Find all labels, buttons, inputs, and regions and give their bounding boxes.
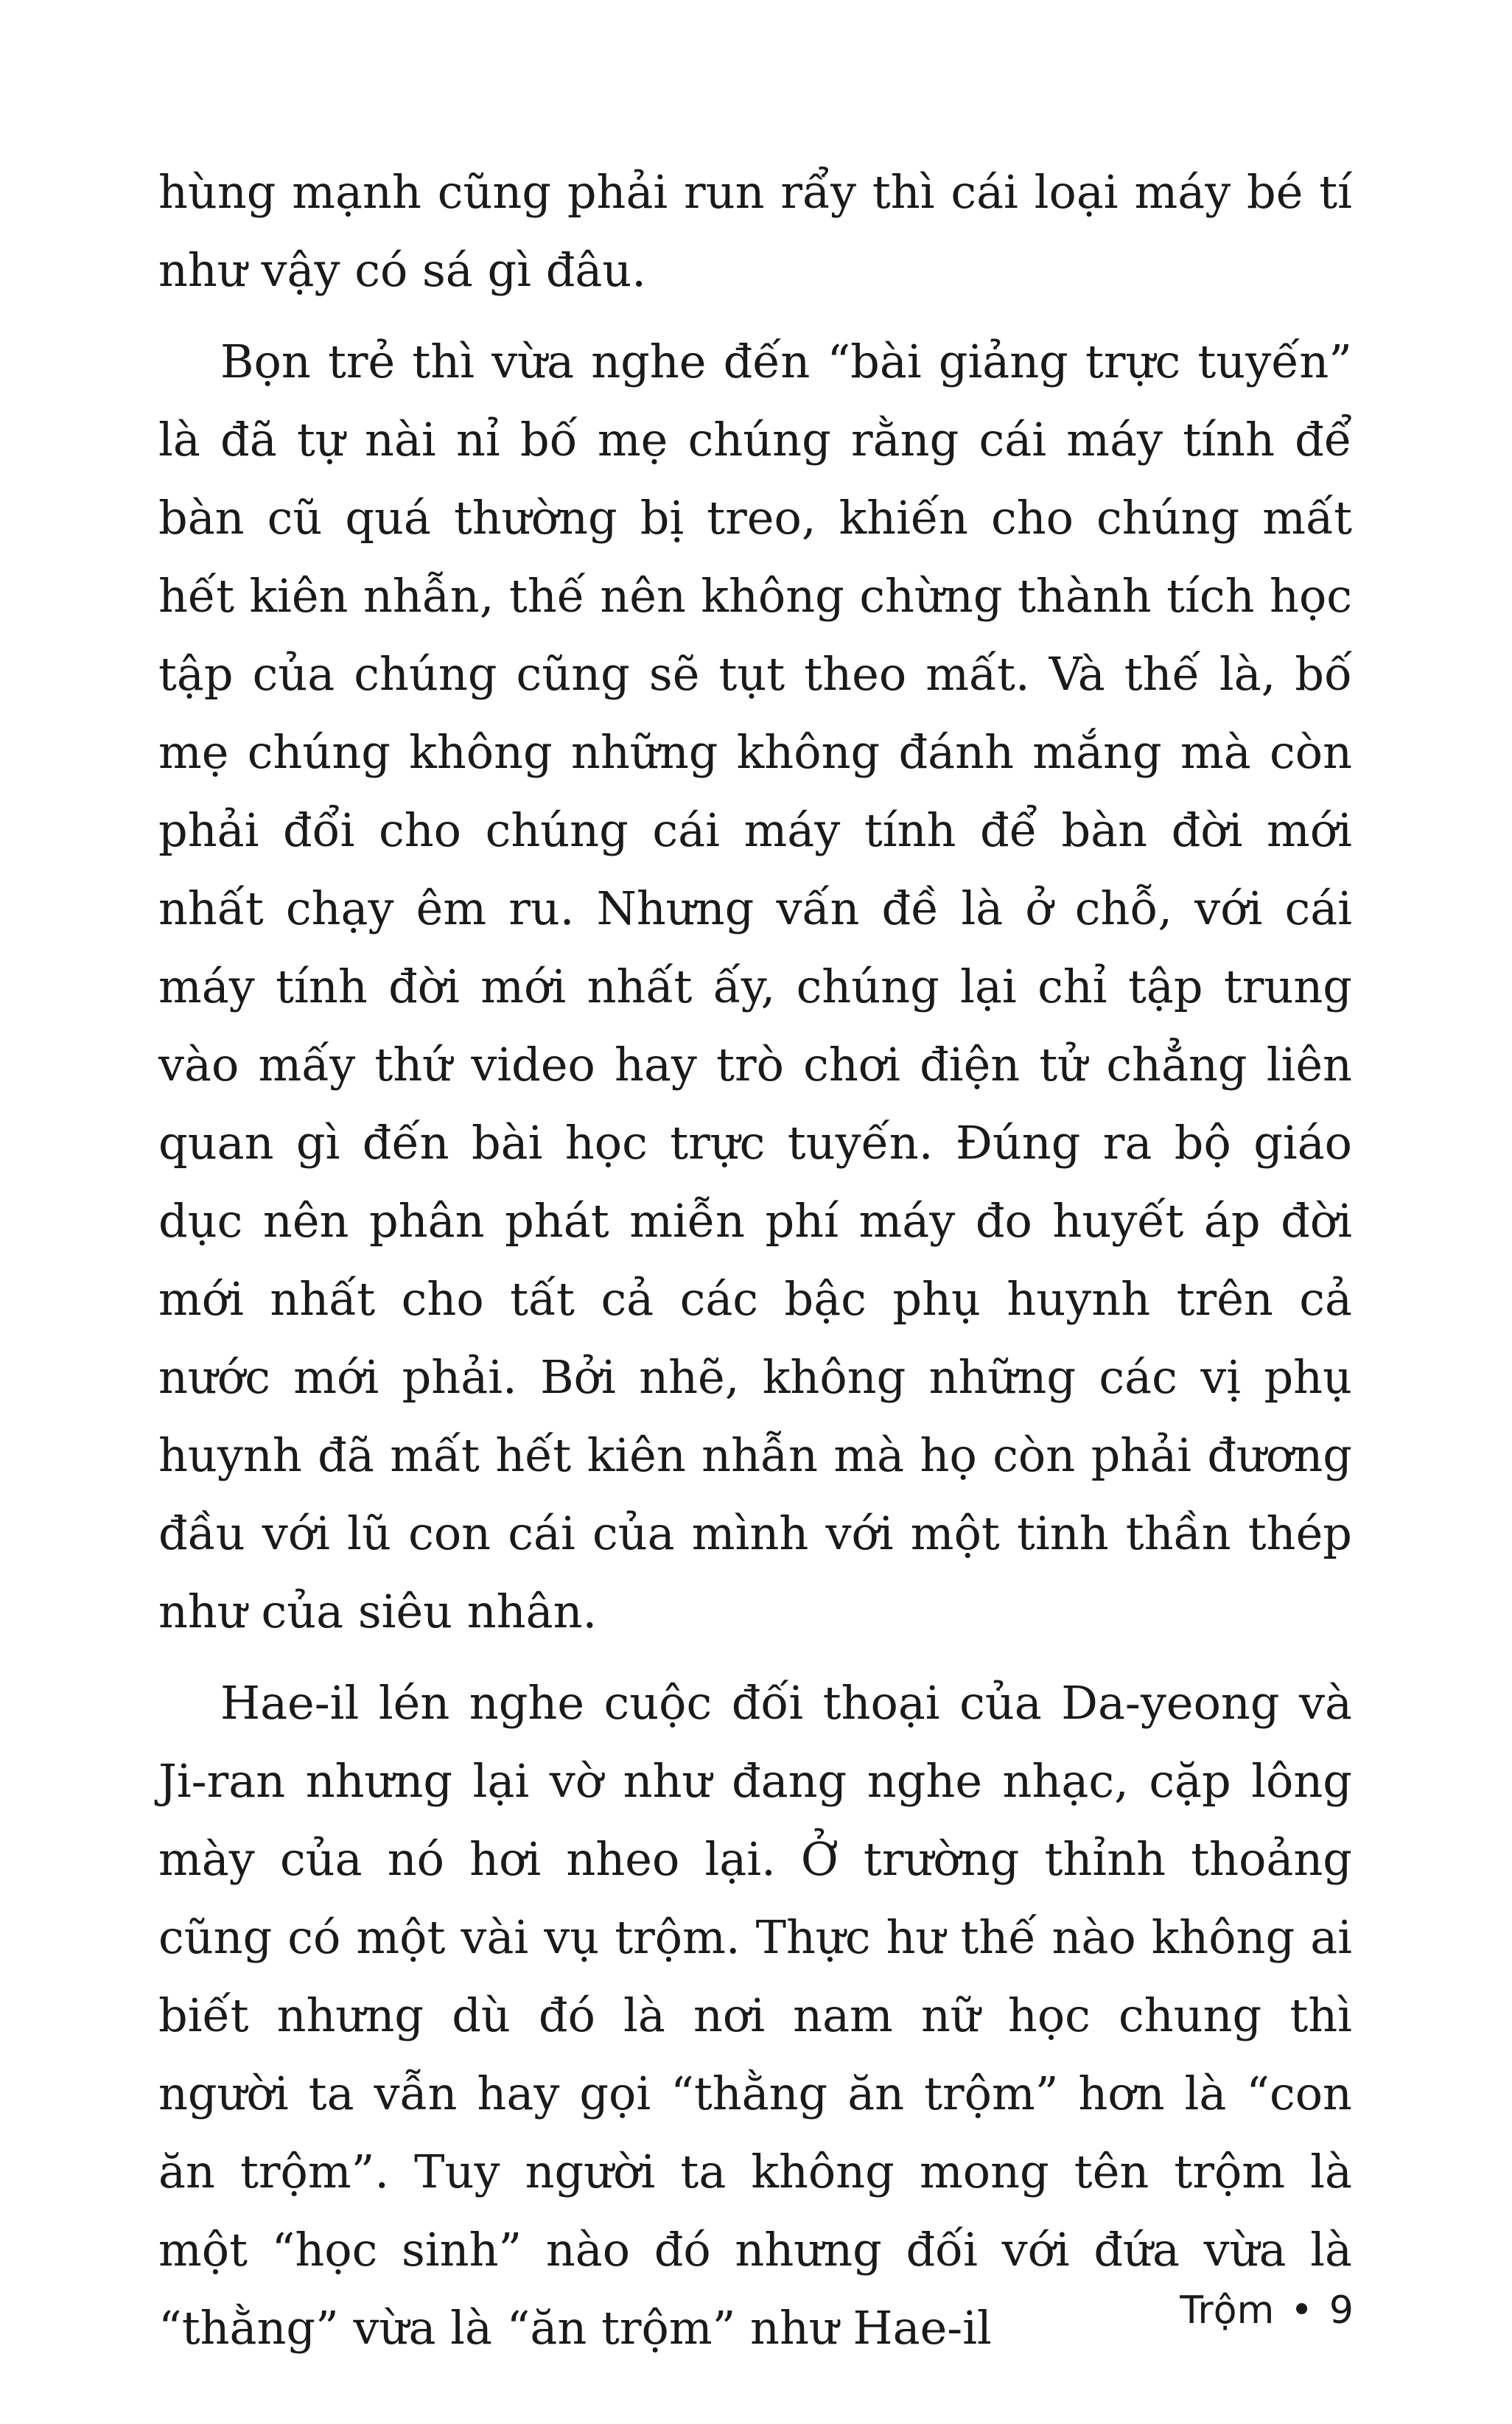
paragraph-continuation: hùng mạnh cũng phải run rẩy thì cái loại máy bé tí như vậy có sá gì đâu. <box>158 165 1352 297</box>
page-footer <box>1180 2288 1354 2333</box>
footer-separator: • <box>1290 2288 1313 2333</box>
running-title: Trộm <box>1180 2288 1275 2333</box>
page-number: 9 <box>1329 2288 1354 2333</box>
paragraph: Hae-il lén nghe cuộc đối thoại của Da-yeong và Ji-ran nhưng lại vờ như đang nghe nhạc, cặp lông mày của nó hơi nheo lại. Ở trường thỉnh thoảng cũng có một vài vụ trộm. Thực hư thế nào không ai biết nhưng dù đó là nơi nam nữ học chung thì người ta vẫn hay gọi “thằng ăn trộm” hơn là “con ăn trộm”. Tuy người ta không mong tên trộm là một “học sinh” nào đó nhưng đối với đứa vừa là “thằng” vừa là “ăn trộm” như Hae-il <box>158 1676 1352 2355</box>
body-text <box>158 153 1352 2381</box>
paragraph: Bọn trẻ thì vừa nghe đến “bài giảng trực tuyến” là đã tự nài nỉ bố mẹ chúng rằng cái máy tính để bàn cũ quá thường bị treo, khiến cho chúng mất hết kiên nhẫn, thế nên không chừng thành tích học tập của chúng cũng sẽ tụt theo mất. Và thế là, bố mẹ chúng không những không đánh mắng mà còn phải đổi cho chúng cái máy tính để bàn đời mới nhất chạy êm ru. Nhưng vấn đề là ở chỗ, với cái máy tính đời mới nhất ấy, chúng lại chỉ tập trung vào mấy thứ video hay trò chơi điện tử chẳng liên quan gì đến bài học trực tuyến. Đúng ra bộ giáo dục nên phân phát miễn phí máy đo huyết áp đời mới nhất cho tất cả các bậc phụ huynh trên cả nước mới phải. Bởi nhẽ, không những các vị phụ huynh đã mất hết kiên nhẫn mà họ còn phải đương đầu với lũ con cái của mình với một tinh thần thép như của siêu nhân. <box>158 335 1352 1638</box>
